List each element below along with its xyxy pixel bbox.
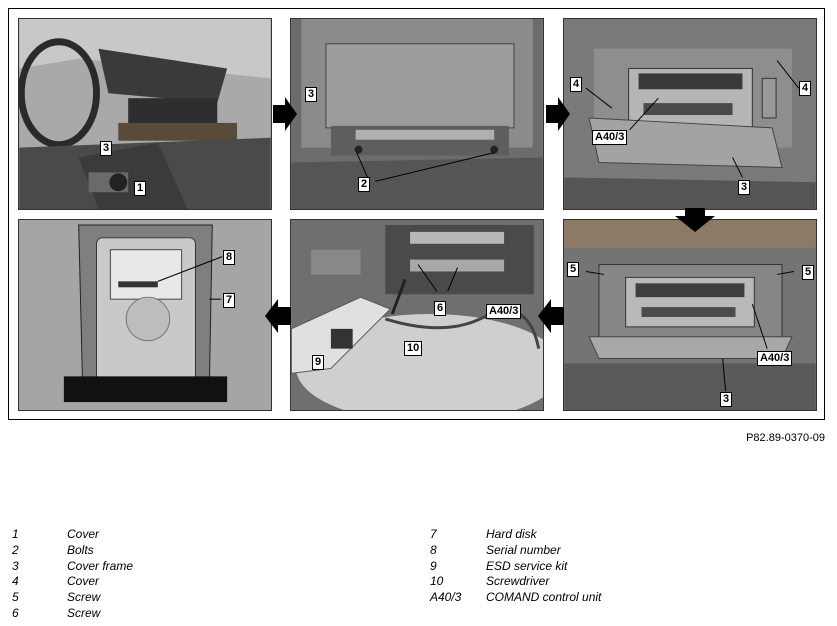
legend-number: 5 — [12, 590, 19, 605]
legend-item — [12, 590, 262, 606]
arrow-left-icon — [538, 299, 564, 333]
legend-number: 1 — [12, 527, 19, 541]
callout-label: A40/3 — [757, 351, 792, 366]
legend-item — [12, 543, 262, 559]
callout-label: 7 — [223, 293, 235, 308]
legend-number: A40/3 — [430, 590, 462, 605]
legend-label: Cover — [67, 527, 100, 541]
legend-item — [12, 574, 262, 590]
legend-item — [430, 590, 730, 606]
legend-label: Cover frame — [67, 558, 134, 573]
callout-label: 6 — [434, 301, 446, 316]
legend-item — [430, 543, 730, 559]
legend-label: Screw — [67, 605, 101, 620]
legend-label: ESD service kit — [486, 558, 568, 573]
legend-item — [430, 559, 730, 575]
callout-label: 10 — [404, 341, 422, 356]
photo-hard-disk — [18, 219, 272, 411]
legend-number: 4 — [12, 574, 19, 589]
callout-label: 2 — [358, 177, 370, 192]
callout-label: 3 — [100, 141, 112, 156]
legend-label: Cover — [67, 574, 100, 589]
callout-label: 3 — [720, 392, 732, 407]
callout-label: 5 — [567, 262, 579, 277]
figure-reference: P82.89-0370-09 — [746, 432, 825, 444]
arrow-left-icon — [265, 299, 291, 333]
legend-item — [12, 527, 262, 543]
legend-right — [430, 527, 730, 606]
legend-number: 10 — [430, 574, 444, 589]
legend-number: 7 — [430, 527, 437, 541]
callout-label: A40/3 — [592, 130, 627, 145]
legend-item — [12, 559, 262, 575]
photo-dashboard-overview — [18, 18, 272, 210]
legend-left — [12, 527, 262, 622]
callout-label: 5 — [802, 265, 814, 280]
photo-esd-kit-screwdriver — [290, 219, 544, 411]
legend-number: 6 — [12, 605, 19, 620]
legend-label: Bolts — [67, 542, 94, 557]
callout-label: 4 — [799, 81, 811, 96]
legend-number: 3 — [12, 558, 19, 573]
photo-cover-removed — [563, 18, 817, 210]
legend-label: COMAND control unit — [486, 590, 602, 605]
arrow-right-icon — [273, 97, 297, 131]
legend-number: 8 — [430, 542, 437, 557]
callout-label: 3 — [738, 180, 750, 195]
photo-screws-control-unit — [563, 219, 817, 411]
arrow-down-icon — [675, 208, 715, 232]
callout-label: 1 — [134, 181, 146, 196]
arrow-right-icon — [546, 97, 570, 131]
callout-label: 9 — [312, 355, 324, 370]
callout-label: 3 — [305, 87, 317, 102]
callout-label: 8 — [223, 250, 235, 265]
callout-label: 4 — [570, 77, 582, 92]
legend-label: Screw — [67, 590, 101, 605]
legend-item — [12, 606, 262, 622]
legend-item — [430, 574, 730, 590]
photo-cover-frame-bolts — [290, 18, 544, 210]
legend-item — [430, 527, 730, 543]
legend-number: 9 — [430, 558, 437, 573]
legend-number: 2 — [12, 542, 19, 557]
legend-label: Hard disk — [486, 527, 537, 541]
legend-label: Screwdriver — [486, 574, 550, 589]
callout-label: A40/3 — [486, 304, 521, 319]
legend-label: Serial number — [486, 542, 561, 557]
